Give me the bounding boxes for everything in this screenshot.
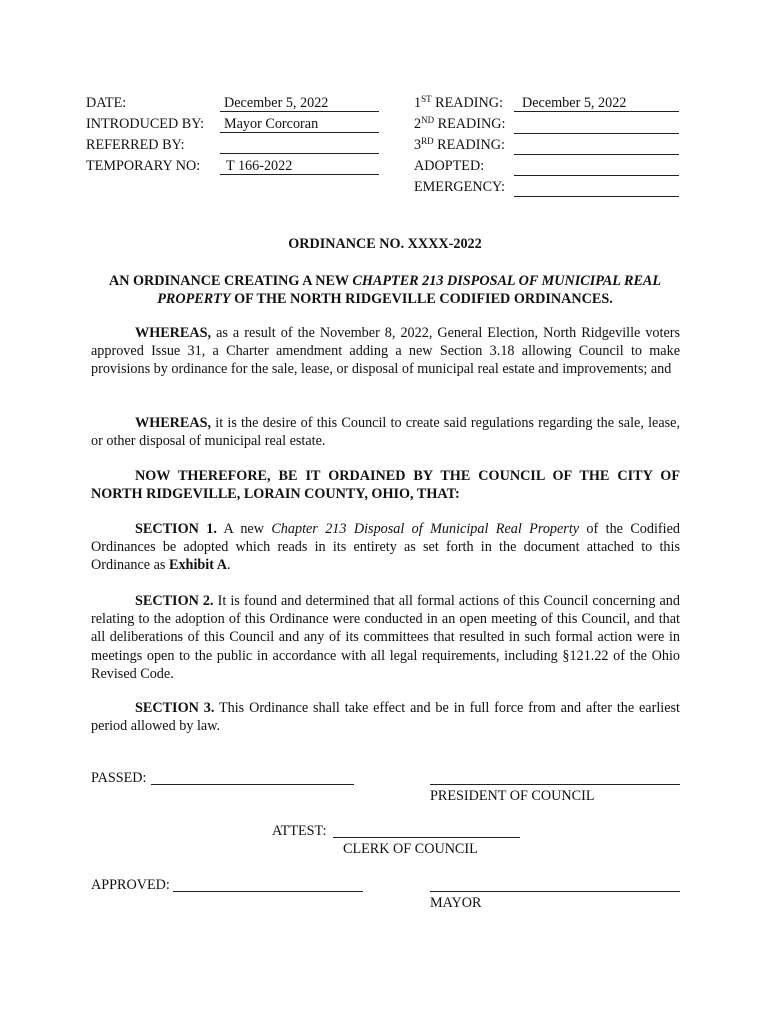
temporary-no-field[interactable]: T 166-2022 xyxy=(220,157,379,175)
first-reading-field[interactable]: December 5, 2022 xyxy=(514,94,679,112)
section-2: SECTION 2. It is found and determined that all formal actions of this Council concerning and relating to the adoption of this Ordinance were conducted in an open meeting of this Council, and that all deliberations of this Council and any of its committees that resulted in such formal action were in meetings open to the public in accordance with all legal requirements, including §121.22 of the Ohio Revised Code. xyxy=(91,593,680,682)
referred-by-label: REFERRED BY: xyxy=(86,137,185,153)
date-field[interactable]: December 5, 2022 xyxy=(220,94,379,112)
first-reading-label: 1ST READING: xyxy=(414,94,503,111)
whereas-paragraph-1: WHEREAS, as a result of the November 8, 2022, General Election, North Ridgeville voters approved Issue 31, a Charter amendment adding a new Section 3.18 allowing Council to make provisions by ordinance for the sale, lease, or disposal of municipal real estate and improvements; and xyxy=(91,325,680,378)
ordinance-title: AN ORDINANCE CREATING A NEW CHAPTER 213 DISPOSAL OF MUNICIPAL REAL PROPERTY OF THE NORTH RIDGEVILLE CODIFIED ORDINANCES. xyxy=(108,273,662,307)
third-reading-label: 3RD READING: xyxy=(414,136,505,153)
introduced-by-field[interactable]: Mayor Corcoran xyxy=(220,115,379,133)
passed-label: PASSED: xyxy=(91,770,147,786)
president-of-council-label: PRESIDENT OF COUNCIL xyxy=(430,788,595,804)
ordinance-number: ORDINANCE NO. XXXX-2022 xyxy=(288,236,482,252)
attest-signature-line[interactable] xyxy=(333,837,520,838)
introduced-by-label: INTRODUCED BY: xyxy=(86,116,205,132)
mayor-label: MAYOR xyxy=(430,895,482,911)
approved-signature-line[interactable] xyxy=(173,891,363,892)
emergency-label: EMERGENCY: xyxy=(414,179,505,195)
third-reading-field[interactable] xyxy=(514,136,679,155)
approved-label: APPROVED: xyxy=(91,877,170,893)
temporary-no-label: TEMPORARY NO: xyxy=(86,158,201,174)
emergency-field[interactable] xyxy=(514,178,679,197)
adopted-label: ADOPTED: xyxy=(414,158,485,174)
president-signature-line[interactable] xyxy=(430,784,680,785)
whereas-paragraph-2: WHEREAS, it is the desire of this Council to create said regulations regarding the sale, lease, or other disposal of municipal real estate. xyxy=(91,415,680,450)
passed-signature-line[interactable] xyxy=(151,784,354,785)
mayor-signature-line[interactable] xyxy=(430,891,680,892)
date-label: DATE: xyxy=(86,95,127,111)
second-reading-field[interactable] xyxy=(514,115,679,134)
section-1: SECTION 1. A new Chapter 213 Disposal of Municipal Real Property of the Codified Ordinances be adopted which reads in its entirety as set forth in the document attached to this Ordinance as Exhibit A. xyxy=(91,521,680,574)
clerk-of-council-label: CLERK OF COUNCIL xyxy=(343,841,478,857)
second-reading-label: 2ND READING: xyxy=(414,115,506,132)
attest-label: ATTEST: xyxy=(272,823,327,839)
now-therefore-clause: NOW THEREFORE, BE IT ORDAINED BY THE COUNCIL OF THE CITY OF NORTH RIDGEVILLE, LORAIN COUNTY, OHIO, THAT: xyxy=(91,468,680,503)
adopted-field[interactable] xyxy=(514,157,679,176)
section-3: SECTION 3. This Ordinance shall take effect and be in full force from and after the earliest period allowed by law. xyxy=(91,700,680,735)
referred-by-field[interactable] xyxy=(220,136,379,154)
